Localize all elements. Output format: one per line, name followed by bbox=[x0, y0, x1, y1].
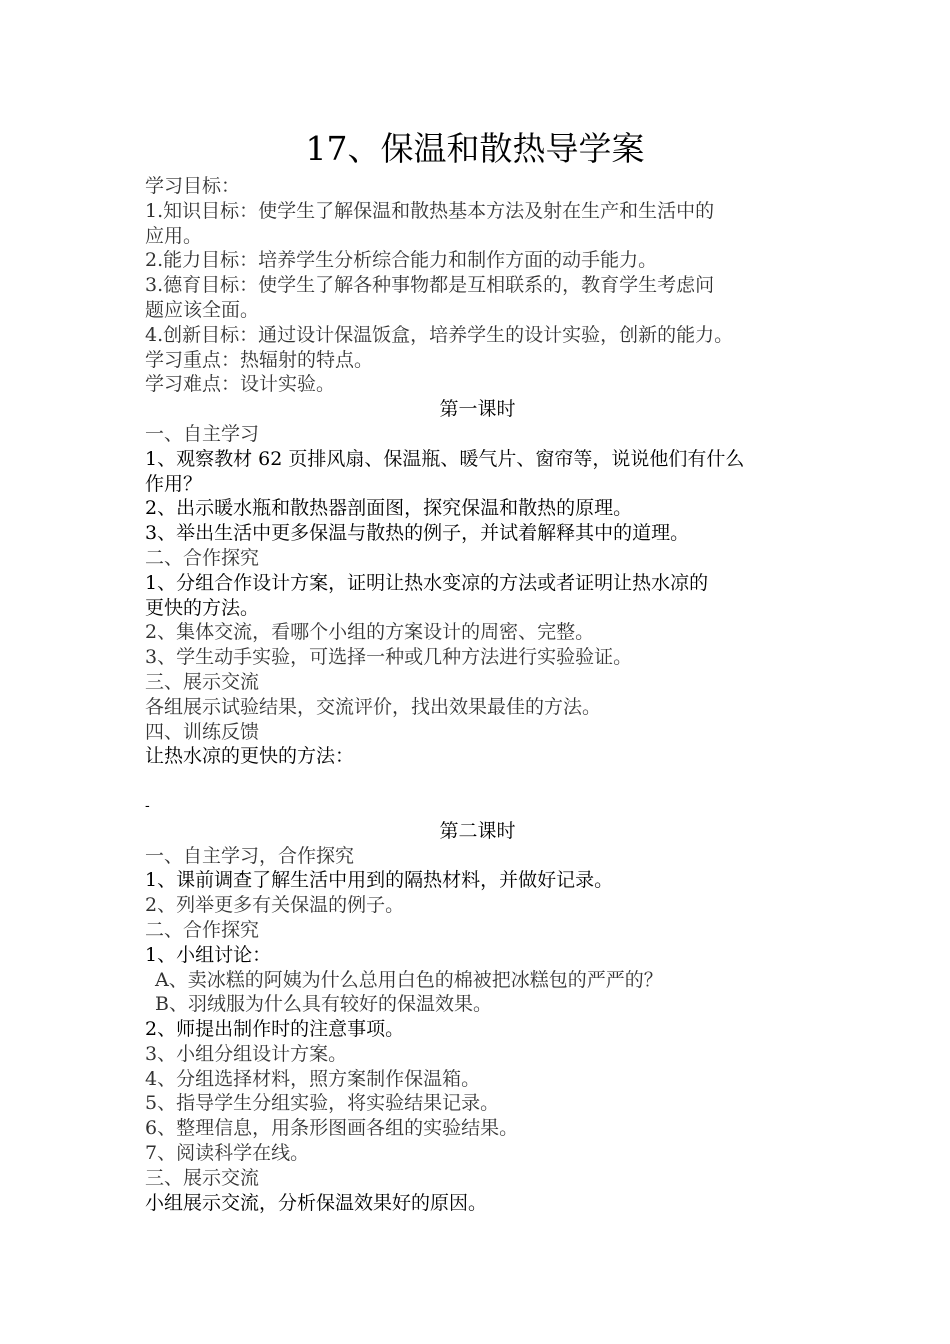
lesson-1-section-1-item-1-line-2: 作用？ bbox=[145, 472, 203, 495]
objective-1-line-2: 应用。 bbox=[145, 224, 203, 247]
lesson-2-section-1-item-1: 1、课前调查了解生活中用到的隔热材料，并做好记录。 bbox=[145, 869, 614, 892]
lesson-2-section-3-text: 小组展示交流，分析保温效果好的原因。 bbox=[145, 1191, 488, 1214]
objective-3-line-2: 题应该全面。 bbox=[145, 298, 260, 321]
lesson-2-heading: 第二课时 bbox=[439, 819, 516, 842]
lesson-1-section-1-item-1-line-1: 1、观察教材 62 页排风扇、保温瓶、暖气片、窗帘等，说说他们有什么 bbox=[145, 447, 745, 470]
lesson-1-section-2-item-1-line-1: 1、分组合作设计方案，证明让热水变凉的方法或者证明让热水凉的 bbox=[145, 571, 709, 594]
lesson-2-section-2-heading: 二、合作探究 bbox=[145, 918, 260, 941]
key-point: 学习重点：热辐射的特点。 bbox=[145, 348, 374, 371]
lesson-2-section-2-item-3: 3、小组分组设计方案。 bbox=[145, 1042, 348, 1065]
lesson-2-section-2-item-7: 7、阅读科学在线。 bbox=[145, 1142, 310, 1165]
objective-3-line-1: 3.德育目标：使学生了解各种事物都是互相联系的，教育学生考虑问 bbox=[145, 274, 715, 297]
objective-4: 4.创新目标：通过设计保温饭盒，培养学生的设计实验，创新的能力。 bbox=[145, 323, 734, 346]
objective-1-line-1: 1.知识目标：使学生了解保温和散热基本方法及射在生产和生活中的 bbox=[145, 199, 715, 222]
lesson-2-section-3-heading: 三、展示交流 bbox=[145, 1166, 260, 1189]
lesson-1-section-2-item-2: 2、集体交流，看哪个小组的方案设计的周密、完整。 bbox=[145, 621, 595, 644]
lesson-2-section-2-item-1: 1、小组讨论： bbox=[145, 943, 272, 966]
lesson-1-section-3-text: 各组展示试验结果，交流评价，找出效果最佳的方法。 bbox=[145, 695, 602, 718]
objective-2: 2.能力目标：培养学生分析综合能力和制作方面的动手能力。 bbox=[145, 249, 658, 272]
lesson-1-section-3-heading: 三、展示交流 bbox=[145, 670, 260, 693]
blank-line bbox=[145, 769, 810, 794]
lesson-2-section-2-item-6: 6、整理信息，用条形图画各组的实验结果。 bbox=[145, 1117, 519, 1140]
page-title: 17、保温和散热导学案 bbox=[305, 129, 645, 168]
lesson-2-section-2-item-4: 4、分组选择材料，照方案制作保温箱。 bbox=[145, 1067, 481, 1090]
objectives-heading: 学习目标： bbox=[145, 175, 241, 197]
lesson-1-section-1-item-3: 3、举出生活中更多保温与散热的例子，并试着解释其中的道理。 bbox=[145, 522, 690, 545]
lesson-1-section-1-heading: 一、自主学习 bbox=[145, 422, 260, 445]
lesson-2-section-2-item-2: 2、师提出制作时的注意事项。 bbox=[145, 1018, 405, 1041]
lesson-1-section-2-heading: 二、合作探究 bbox=[145, 546, 260, 569]
lesson-2-section-1-item-2: 2、列举更多有关保温的例子。 bbox=[145, 894, 405, 917]
lesson-2-section-2-item-5: 5、指导学生分组实验，将实验结果记录。 bbox=[145, 1092, 500, 1115]
lesson-1-section-4-heading: 四、训练反馈 bbox=[145, 720, 260, 743]
lesson-1-section-2-item-1-line-2: 更快的方法。 bbox=[145, 596, 260, 619]
separator-dash: - bbox=[145, 797, 150, 814]
lesson-1-section-4-text: 让热水凉的更快的方法： bbox=[145, 745, 355, 768]
difficulty: 学习难点：设计实验。 bbox=[145, 373, 336, 396]
lesson-2-section-1-heading: 一、自主学习，合作探究 bbox=[145, 844, 355, 867]
lesson-1-section-1-item-2: 2、出示暖水瓶和散热器剖面图，探究保温和散热的原理。 bbox=[145, 497, 633, 520]
lesson-1-section-2-item-3: 3、学生动手实验，可选择一种或几种方法进行实验验证。 bbox=[145, 646, 633, 669]
lesson-2-section-2-sub-a: A、卖冰糕的阿姨为什么总用白色的棉被把冰糕包的严严的？ bbox=[155, 968, 663, 991]
document-body bbox=[145, 174, 810, 1215]
lesson-1-heading: 第一课时 bbox=[439, 398, 516, 421]
lesson-2-section-2-sub-b: B、羽绒服为什么具有较好的保温效果。 bbox=[155, 993, 492, 1016]
